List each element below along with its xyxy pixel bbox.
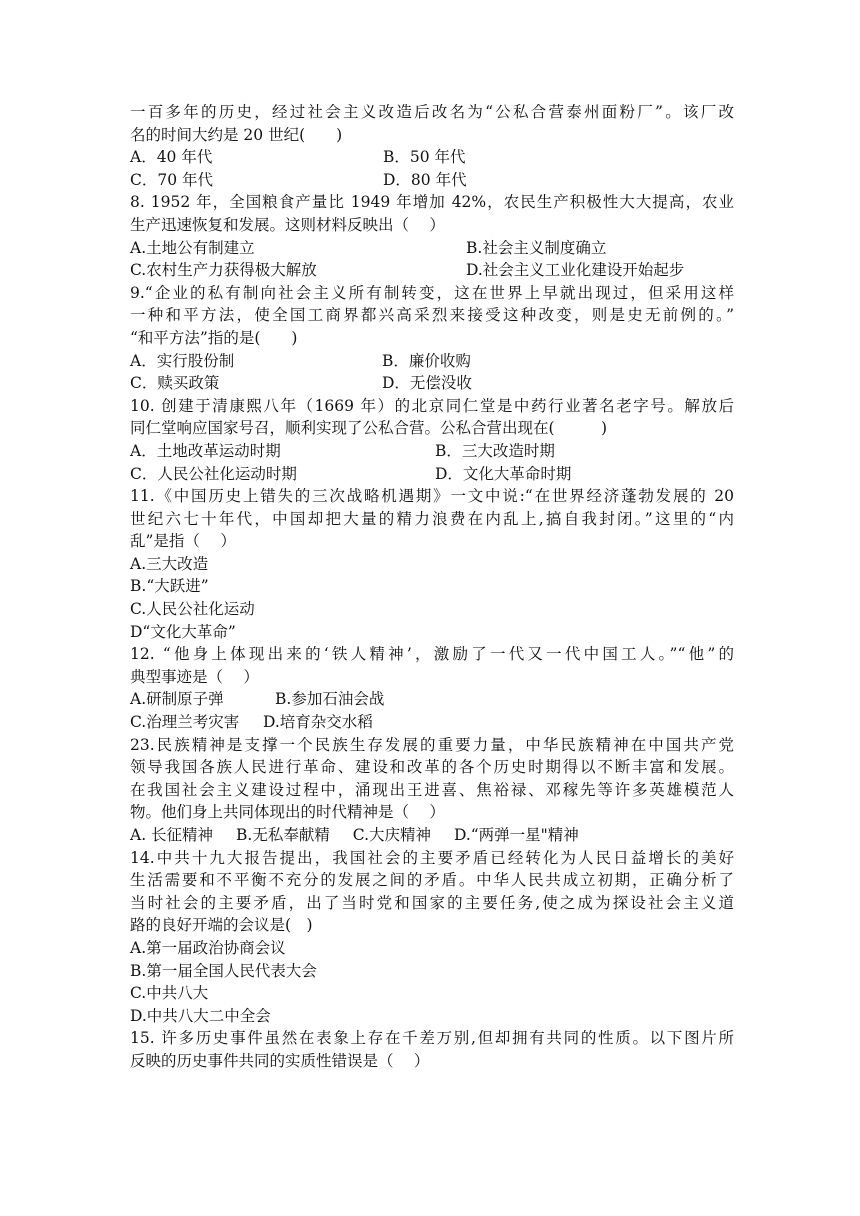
option-b: B．三大改造时期 (435, 441, 555, 460)
question-7-options-row-2 (130, 169, 734, 192)
question-7-text-line-2: 名的时间大约是 20 世纪( ) (130, 125, 343, 144)
option-b: B.第一届全国人民代表大会 (130, 961, 317, 980)
option-a: A. 长征精神 (130, 826, 214, 844)
question-11-text-line-2: 世纪六七十年代，中国却把大量的精力浪费在内乱上,搞自我封闭。”这里的“内 (130, 509, 734, 528)
question-10-options-row-2 (130, 463, 734, 486)
question-10-options-row-1 (130, 440, 734, 463)
option-b: B.社会主义制度确立 (466, 238, 607, 257)
question-14-text-line-2: 生活需要和不平衡不充分的发展之间的矛盾。中华人民共成立初期，正确分析了 (130, 871, 734, 890)
question-10-text-line-2: 同仁堂响应国家号召，顺利实现了公私合营。公私合营出现在( ) (130, 419, 608, 438)
question-12-options-row-1 (130, 688, 734, 711)
option-c: C.治理兰考灾害 (130, 713, 240, 732)
option-b: B.“大跃进” (130, 577, 209, 596)
option-c: C．赎买政策 (130, 374, 220, 393)
question-11-text-line-3: 乱”是指（ ） (130, 532, 236, 551)
option-b: B.无私奉献精 (236, 826, 330, 844)
question-15-text-line-1: 15. 许多历史事件虽然在表象上存在千差万别,但却拥有共同的性质。以下图片所 (130, 1029, 734, 1048)
option-a: A．土地改革运动时期 (130, 441, 281, 460)
option-d: D.“两弹一星"精神 (453, 826, 579, 844)
question-12-options-row-2 (130, 711, 734, 734)
question-13-text-line-2: 领导我国各族人民进行革命、建设和改革的各个历史时期得以不断丰富和发展。 (130, 758, 734, 777)
option-c: C.农村生产力获得极大解放 (130, 261, 317, 280)
option-a: A．40 年代 (130, 148, 213, 167)
question-9-text-line-1: 9.“企业的私有制向社会主义所有制转变，这在世界上早就出现过，但采用这样 (130, 283, 734, 302)
option-a: A.三大改造 (130, 554, 209, 573)
option-a: A.土地公有制建立 (130, 238, 255, 257)
question-8-options-row-2 (130, 259, 734, 282)
option-a: A．实行股份制 (130, 351, 235, 370)
option-b: B．廉价收购 (382, 351, 471, 370)
question-9-options-row-1 (130, 350, 734, 373)
option-d: D．80 年代 (383, 170, 467, 189)
question-15-text-line-2: 反映的历史事件共同的实质性错误是（ ） (130, 1051, 430, 1070)
option-c: C.大庆精神 (352, 826, 432, 844)
question-8-text-line-1: 8. 1952 年，全国粮食产量比 1949 年增加 42%，农民生产积极性大大提高，农业 (130, 193, 734, 212)
option-d: D.中共八大二中全会 (130, 1006, 271, 1025)
question-9-text-line-3: “和平方法”指的是( ) (130, 328, 298, 347)
question-13-options-row (130, 824, 734, 847)
option-d: D“文化大革命” (130, 622, 236, 641)
question-13-text-line-4: 物。他们身上共同体现出的时代精神是（ ） (130, 803, 445, 822)
option-b: B.参加石油会战 (275, 690, 385, 709)
option-d: D.培育杂交水稻 (263, 713, 373, 732)
question-13-text-line-1: 23.民族精神是支撑一个民族生存发展的重要力量，中华民族精神在中国共产党 (130, 735, 734, 754)
exam-page (130, 101, 734, 1073)
question-14-text-line-1: 14.中共十九大报告提出，我国社会的主要矛盾已经转化为人民日益增长的美好 (130, 848, 734, 867)
question-7-text-line-1: 一百多年的历史，经过社会主义改造后改名为“公私合营泰州面粉厂”。该厂改 (130, 103, 734, 121)
question-14-text-line-4: 路的良好开端的会议是( ) (130, 916, 313, 935)
question-12-text-line-1: 12. “他身上体现出来的‘铁人精神’，激励了一代又一代中国工人。”“他”的 (130, 645, 734, 664)
question-7-options-row-1 (130, 146, 734, 169)
question-13-text-line-3: 在我国社会主义建设过程中，涌现出王进喜、焦裕禄、邓稼先等许多英雄模范人 (130, 780, 734, 799)
option-c: C.人民公社化运动 (130, 600, 255, 619)
question-10-text-line-1: 10. 创建于清康熙八年（1669 年）的北京同仁堂是中药行业著名老字号。解放后 (130, 396, 734, 415)
question-9-text-line-2: 一种和平方法，使全国工商界都兴高采烈来接受这种改变，则是史无前例的。” (130, 306, 734, 325)
option-b: B．50 年代 (383, 148, 466, 167)
option-a: A.研制原子弹 (130, 690, 224, 709)
option-c: C．人民公社化运动时期 (130, 464, 297, 483)
question-8-text-line-2: 生产迅速恢复和发展。这则材料反映出（ ） (130, 215, 445, 234)
question-9-options-row-2 (130, 372, 734, 395)
option-d: D.社会主义工业化建设开始起步 (466, 261, 685, 280)
option-c: C.中共八大 (130, 984, 209, 1003)
option-c: C．70 年代 (130, 170, 214, 189)
option-a: A.第一届政治协商会议 (130, 938, 286, 957)
question-11-text-line-1: 11.《中国历史上错失的三次战略机遇期》一文中说:“在世界经济蓬勃发展的 20 (130, 487, 734, 506)
option-d: D．无偿没收 (382, 374, 472, 393)
question-14-text-line-3: 当时社会的主要矛盾，出了当时党和国家的主要任务,使之成为探设社会主义道 (130, 893, 734, 912)
question-8-options-row-1 (130, 237, 734, 260)
option-d: D．文化大革命时期 (435, 464, 572, 483)
question-12-text-line-2: 典型事迹是（ ） (130, 667, 259, 686)
